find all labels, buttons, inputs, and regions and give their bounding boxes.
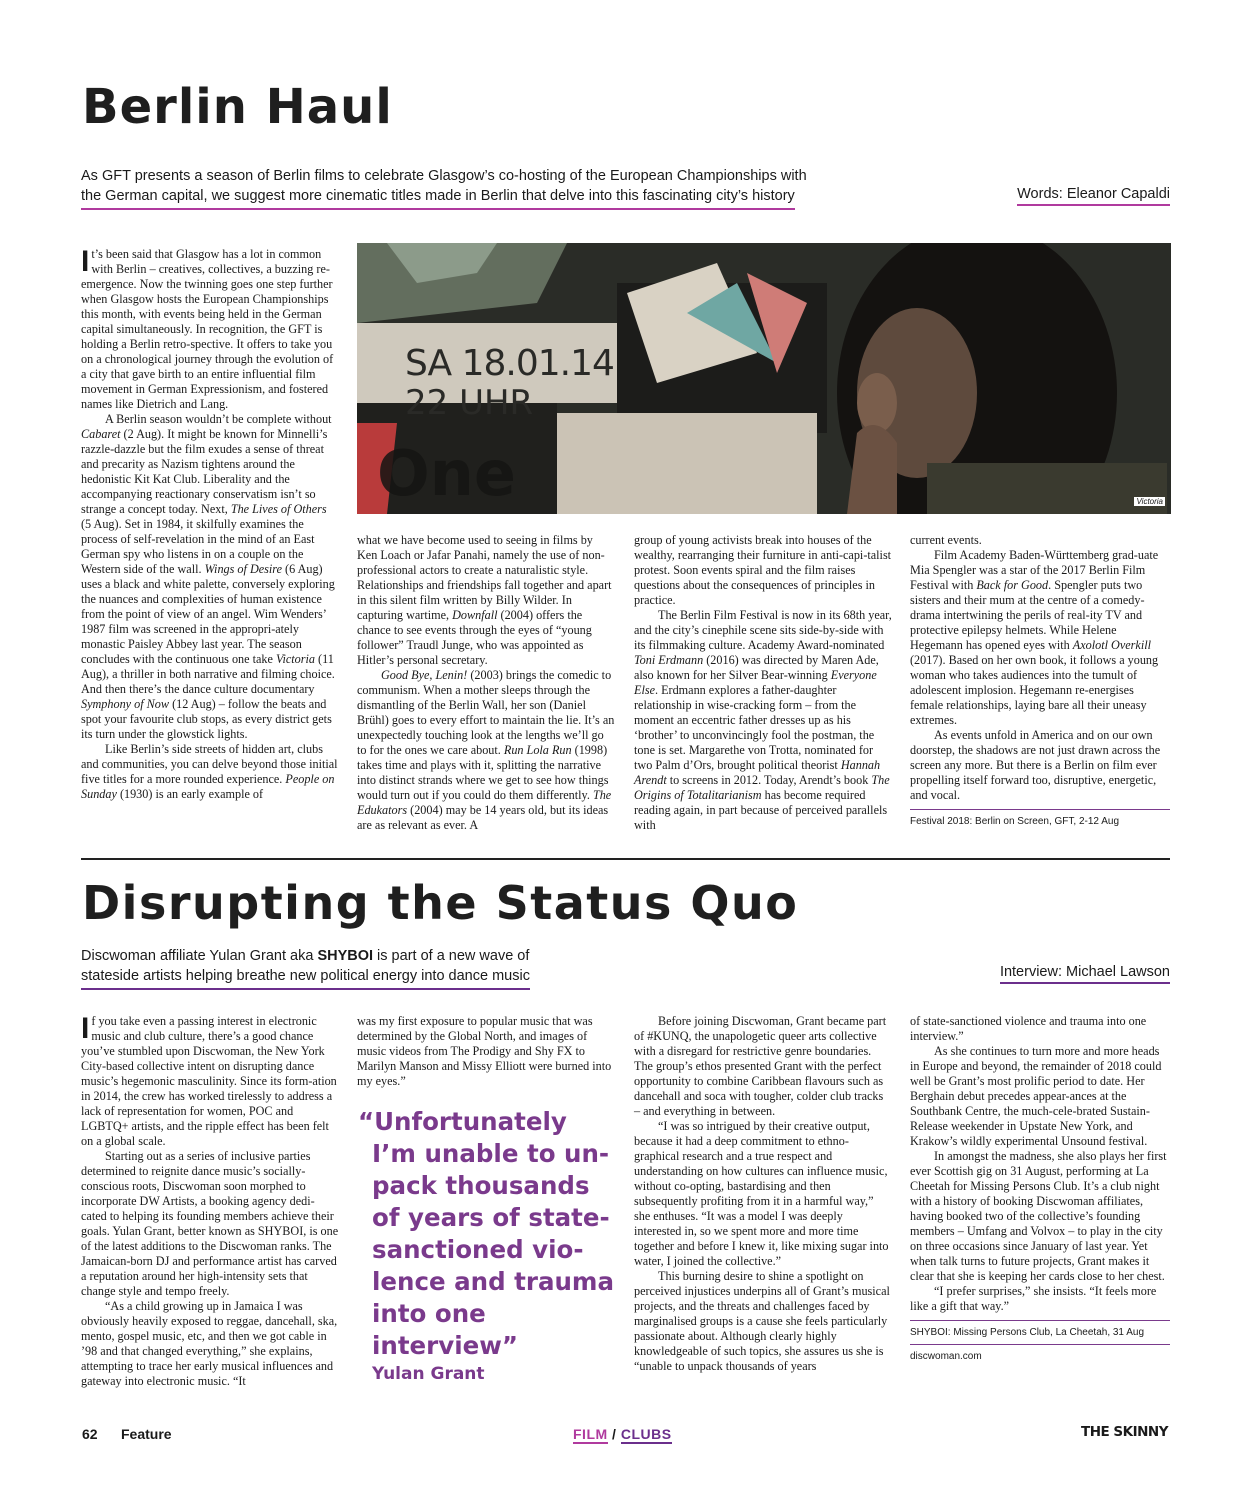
article1-standfirst <box>81 166 807 210</box>
paragraph: As she continues to turn more and more heads in Europe and beyond, the remainder of 2018 could well be Grant’s most prolific period to date. Her Berghain debut precedes appear-ances at the Southbank Centre, the much-cele-brated Sustain-Release weekender in Upstate New York, and Krakow’s wildly experimental Unsound festival. <box>910 1044 1162 1148</box>
article2-website[interactable]: discwoman.com <box>910 1351 982 1362</box>
drop-cap: I <box>81 245 90 278</box>
paragraph: “I prefer surprises,” she insists. “It feels more like a gift that way.” <box>910 1284 1157 1313</box>
article2-column-2 <box>357 1014 615 1089</box>
article2-title: Disrupting the Status Quo <box>82 876 799 930</box>
paragraph: was my first exposure to popular music that was determined by the Global North, and images of music videos from The Prodigy and Shy FX to Marilyn Manson and Missy Elliott were burned into my eyes.” <box>357 1014 612 1088</box>
pull-quote-text: “Unfortunately I’m unable to un- pack thousands of years of state- sanctioned vio- lence and trauma into one interview” <box>358 1107 614 1360</box>
standfirst-line-1: Discwoman affiliate Yulan Grant aka SHYBOI is part of a new wave of <box>81 948 530 964</box>
nav-clubs-link[interactable]: CLUBS <box>620 1426 672 1442</box>
info-rule <box>910 1320 1170 1321</box>
article2-byline: Interview: Michael Lawson <box>1000 964 1170 984</box>
section-label: Feature <box>121 1426 172 1442</box>
paragraph: As events unfold in America and on our own doorstep, the shadows are not just drawn across the screen any more. But there is a Berlin on film ever propelling itself forward too, disruptive, energetic, and vocal. <box>910 728 1161 802</box>
paragraph: Starting out as a series of inclusive parties determined to reignite dance music’s socially-conscious roots, Discwoman soon morphed to incorporate DW Artists, a booking agency dedi-cated to helping its founding members achieve their goals. Yulan Grant, better known as SHYBOI, is one of the latest additions to the Discwoman ranks. The Jamaican-born DJ and performance artist has carved a reputation around her high-intensity sets that change style and tempo freely. <box>81 1149 339 1298</box>
poster-time: 22 UHR <box>405 383 534 423</box>
paragraph: This burning desire to shine a spotlight on perceived injustices underpins all of Grant’s musical projects, and the threats and challenges faced by marginalised groups is a cause she feels particularly passionate about. Although clearly highly knowledgeable of such topics, she assures us she is “unable to unpack thousands of years <box>634 1269 890 1373</box>
paragraph: In amongst the madness, she also plays her first ever Scottish gig on 31 August, performing at La Cheetah for Missing Persons Club. It’s a club night with a history of booking Discwoman affiliates, having booked two of the collective’s founding members – Umfang and Volvox – to play in the city on three occasions since January of last year. Yet when talk turns to future projects, Grant makes it clear that she is keeping her cards close to her chest. <box>910 1149 1167 1283</box>
paragraph: Before joining Discwoman, Grant became part of #KUNQ, the unapologetic queer arts collective with a disregard for restrictive genre boundaries. The group’s ethos presented Grant with the perfect opportunity to combine Caribbean flavours such as dancehall and soca with tougher, colder club tracks – and everything in between. <box>634 1014 887 1118</box>
paragraph: It’s been said that Glasgow has a lot in common with Berlin – creatives, collectives, a buzzing re-emergence. Now the twinning goes one step further when Glasgow hosts the European Championships this month, with events being held in the German capital simultaneously. In recognition, the GFT is holding a Berlin retro-spective. It offers to take you on a chronological journey through the evolution of a city that gave birth to an entire influential film movement in German Expressionism, and fostered names like Dietrich and Lang. <box>81 245 334 411</box>
paragraph: The Berlin Film Festival is now in its 68th year, and the city’s cinephile scene sits side-by-side with its filmmaking culture. Academy Award-nominated Toni Erdmann (2016) was directed by Maren Ade, also known for her Silver Bear-winning Everyone Else. Erdmann explores a father-daughter relationship in wise-cracking form – from the moment an eccentric father dresses up as his ‘brother’ to unconvincingly fool the postman, the tone is set. Margarethe von Trotta, nominated for two Palm d’Ors, brought political theorist Hannah Arendt to screens in 2012. Today, Arendt’s book The Origins of Totalitarianism has become required reading again, in part because of perceived parallels with <box>634 608 892 832</box>
article2-standfirst <box>81 946 530 990</box>
svg-text:One: One <box>377 437 516 510</box>
page-number: 62 <box>82 1426 98 1442</box>
paragraph: If you take even a passing interest in electronic music and club culture, there’s a good chance you’ve stumbled upon Discwoman, the New York City-based collective intent on disrupting dance music’s hegemonic masculinity. Since its form-ation in 2014, the crew has worked tirelessly to address a lack of representation for women, POC and LGBTQ+ artists, and the ripple effect has been felt on a global scale. <box>81 1012 337 1148</box>
drop-cap: I <box>81 1012 90 1045</box>
article1-byline: Words: Eleanor Capaldi <box>1017 186 1170 206</box>
info-rule <box>910 1344 1170 1345</box>
paragraph: group of young activists break into houses of the wealthy, rearranging their furniture in anti-capi-talist protest. Soon events spiral and the film raises questions about the consequences of principles in practice. <box>634 533 892 607</box>
info-rule <box>910 809 1170 810</box>
paragraph: Like Berlin’s side streets of hidden art, clubs and communities, you can delve beyond those initial five titles for a more rounded experience. People on Sunday (1930) is an early example of <box>81 742 338 801</box>
paragraph: “As a child growing up in Jamaica I was obviously heavily exposed to reggae, dancehall, ska, mento, gospel music, etc, and then we got cable in ’98 and that changed everything,” she explains, attempting to trace her early musical influences and gateway into electronic music. “It <box>81 1299 338 1388</box>
photo-caption: Victoria <box>1136 497 1163 506</box>
article1-photo <box>357 243 1171 514</box>
article2-column-1 <box>81 1014 339 1389</box>
paragraph: of state-sanctioned violence and trauma into one interview.” <box>910 1014 1147 1043</box>
nav-separator: / <box>612 1426 617 1442</box>
article2-column-3 <box>634 1014 892 1374</box>
standfirst-line-2: the German capital, we suggest more cinematic titles made in Berlin that delve into this fascinating city’s history <box>81 186 795 210</box>
pull-quote-attribution: Yulan Grant <box>372 1364 485 1384</box>
article2-column-4 <box>910 1014 1170 1364</box>
article-divider <box>81 858 1170 860</box>
section-nav <box>573 1426 672 1442</box>
standfirst-line-2: stateside artists helping breathe new political energy into dance music <box>81 966 530 990</box>
nav-film-link[interactable]: FILM <box>573 1426 608 1442</box>
paragraph: Good Bye, Lenin! (2003) brings the comedic to communism. When a mother sleeps through the dismantling of the Berlin Wall, her son (Daniel Brühl) goes to every effort to maintain the lie. It’s an unexpectedly touching look at the lengths we’ll go to for the ones we care about. Run Lola Run (1998) takes time and plays with it, splitting the narrative into distinct strands where we get to see how things would turn out if you could do them differently. The Edukators (2004) may be 14 years old, but its ideas are as relevant as ever. A <box>357 668 615 832</box>
brand-logo: THE SKINNY <box>1080 1424 1168 1440</box>
pull-quote <box>358 1106 628 1384</box>
paragraph: Film Academy Baden-Württemberg grad-uate Mia Spengler was a star of the 2017 Berlin Film Festival with Back for Good. Spengler puts two sisters and their mum at the centre of a comedy-drama intertwining the perils of real-ity TV and protective epilepsy helmets. While Helene Hegemann has opened eyes with Axolotl Overkill (2017). Based on her own book, it follows a young woman who takes audiences into the tumult of adolescent implosion. Hegemann re-energises female relationships, laying bare all their uneasy extremes. <box>910 548 1159 727</box>
poster-date: SA 18.01.14 <box>405 343 614 384</box>
article2-event-info: SHYBOI: Missing Persons Club, La Cheetah, 31 Aug <box>910 1327 1145 1338</box>
article1-column-3 <box>634 533 892 833</box>
standfirst-line-1: As GFT presents a season of Berlin films to celebrate Glasgow’s co-hosting of the European Championships with <box>81 168 807 184</box>
article1-column-2 <box>357 533 615 833</box>
paragraph: “I was so intrigued by their creative output, because it had a deep commitment to ethno-graphical research and a true respect and understanding on how cultures can influence music, without co-opting, bastardising and then subsequently profiting from it in a harmful way,” she enthuses. “It was a model I was deeply interested in, so we spent more and more time together and before I knew it, like mixing sugar into water, I joined the collective.” <box>634 1119 889 1268</box>
article1-column-1 <box>81 247 339 802</box>
article1-event-info: Festival 2018: Berlin on Screen, GFT, 2-12 Aug <box>910 816 1119 827</box>
article1-title: Berlin Haul <box>82 79 393 135</box>
paragraph: A Berlin season wouldn’t be complete without Cabaret (2 Aug). It might be known for Minnelli’s razzle-dazzle but the film exudes a sense of threat and precarity as Nazism tightens around the hedonistic Kit Kat Club. Liberality and the accompanying reactionary conservatism isn’t so strange a concept today. Next, The Lives of Others (5 Aug). Set in 1984, it skilfully examines the process of self-revelation in the mind of an East German spy who listens in on a couple on the Western side of the wall. Wings of Desire (6 Aug) uses a black and white palette, conversely exploring the nuances and complexities of human existence from the point of view of an angel. Wim Wenders’ 1987 film was screened in the appropri-ately monastic Paisley Abbey last year. The season concludes with the continuous one take Victoria (11 Aug), a thriller in both narrative and filming choice. And then there’s the dance culture documentary Symphony of Now (12 Aug) – follow the beats and spot your favourite club stops, as every district gets its turn under the glowstick lights. <box>81 412 335 741</box>
paragraph: current events. <box>910 533 982 547</box>
paragraph: what we have become used to seeing in films by Ken Loach or Jafar Panahi, namely the use of non-professional actors to create a naturalistic style. Relationships and friendships fall together and apart in this silent film written by Billy Wilder. In capturing wartime, Downfall (2004) offers the chance to see events through the eyes of “young follower” Traudl Junge, who was appointed as Hitler’s personal secretary. <box>357 533 612 667</box>
article1-column-4 <box>910 533 1170 829</box>
